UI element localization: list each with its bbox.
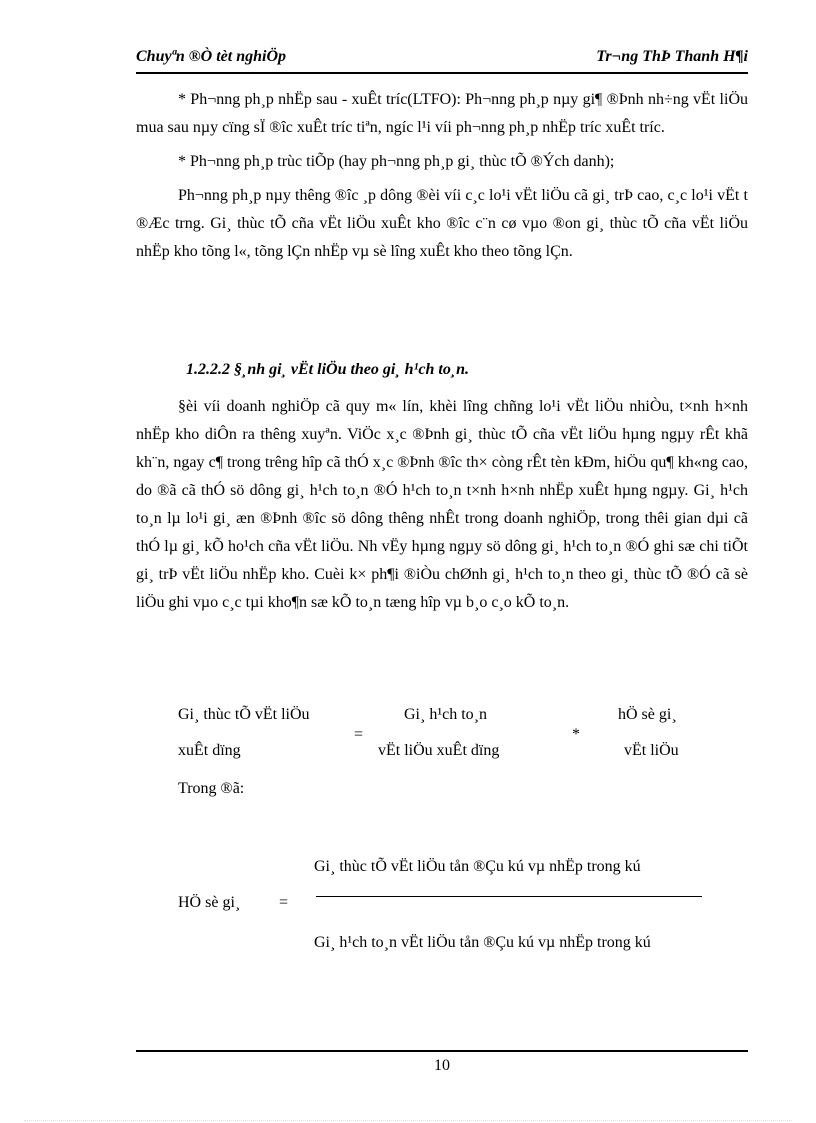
formula1-rhs-line2: vËt liÖu <box>624 742 679 759</box>
page-bottom-edge <box>24 1120 792 1121</box>
formula1-times: * <box>572 726 580 743</box>
paragraph-planned-price: §èi víi doanh nghiÖp cã quy m« lín, khèi lîng chñng lo¹i vËt liÖu nhiÒu, t×nh h×nh nhËp kho diÔn ra thêng xuyªn. ViÖc x¸c ®Þnh gi¸ thùc tÕ cña vËt liÖu hµng ngµy rÊt khã kh¨n, ngay c¶ trong trêng hîp cã thÓ x¸c ®Þnh ®îc th× còng rÊt tèn kÐm, hiÖu qu¶ kh«ng cao, do ®ã cã thÓ sö dông gi¸ h¹ch to¸n ®Ó h¹ch to¸n t×nh h×nh nhËp xuÊt hµng ngµy. Gi¸ h¹ch to¸n lµ lo¹i gi¸ æn ®Þnh ®îc sö dông thêng nhÊt trong doanh nghiÖp, trong thêi gian dµi cã thÓ lµ gi¸ kÕ ho¹ch cña vËt liÖu. Nh vËy hµng ngµy sö dông gi¸ h¹ch to¸n ®Ó ghi sæ chi tiÕt gi¸ trÞ vËt liÖu nhËp kho. Cuèi k× ph¶i ®iÒu chØnh gi¸ h¹ch to¸n theo gi¸ thùc tÕ ®Ó cã sè liÖu ghi vµo c¸c tµi kho¶n sæ kÕ to¸n tæng hîp vµ b¸o c¸o kÕ to¸n. <box>136 398 748 611</box>
formula1-equals: = <box>354 726 364 743</box>
header-rule <box>136 72 748 74</box>
formula2-fraction-rule <box>316 896 702 897</box>
header-topic: Chuyªn ®Ò tèt nghiÖp <box>136 48 287 65</box>
body-block-top <box>136 86 748 266</box>
formula1-lhs-line1: Gi¸ thùc tÕ vËt liÖu <box>178 706 310 723</box>
formula1-lhs-line2: xuÊt dïng <box>178 742 241 759</box>
paragraph-ltfo: * Ph¬nng ph¸p nhËp sau - xuÊt tríc(LTFO): Ph¬nng ph¸p nµy gi¶ ®Þnh nh÷ng vËt liÖu mua sau nµy cïng sÏ ®îc xuÊt tríc tiªn, ngíc l¹i víi ph¬nng ph¸p nhËp tríc xuÊt tríc. <box>136 91 748 136</box>
formula2-equals: = <box>279 894 289 911</box>
where-label: Trong ®ã: <box>178 780 245 797</box>
formula1-mid-line2: vËt liÖu xuÊt dïng <box>378 742 500 759</box>
footer-rule <box>136 1050 748 1052</box>
header-author: Tr¬ng ThÞ Thanh H¶i <box>596 48 748 65</box>
paragraph-direct-method-desc: Ph¬nng ph¸p nµy thêng ®îc ¸p dông ®èi víi c¸c lo¹i vËt liÖu cã gi¸ trÞ cao, c¸c lo¹i vËt t ®Æc trng. Gi¸ thùc tÕ cña vËt liÖu xuÊt kho ®îc c¨n cø vµo ®on gi¸ thùc tÕ cña vËt liÖu nhËp kho tõng l«, tõng lÇn nhËp vµ sè lîng xuÊt kho theo tõng lÇn. <box>136 187 748 260</box>
formula1-mid-line1: Gi¸ h¹ch to¸n <box>404 706 487 723</box>
section-heading: 1.2.2.2 §¸nh gi¸ vËt liÖu theo gi¸ h¹ch to¸n. <box>186 361 470 378</box>
formula2-numerator: Gi¸ thùc tÕ vËt liÖu tån ®Çu kú vµ nhËp trong kú <box>314 858 641 875</box>
paragraph-direct-method: * Ph¬nng ph¸p trùc tiÕp (hay ph¬nng ph¸p gi¸ thùc tÕ ®Ých danh); <box>178 153 615 170</box>
formula2-denominator: Gi¸ h¹ch to¸n vËt liÖu tån ®Çu kú vµ nhËp trong kú <box>314 934 651 951</box>
page-header <box>136 48 748 72</box>
formula2-label: HÖ sè gi¸ <box>178 894 241 911</box>
formula1-rhs-line1: hÖ sè gi¸ <box>618 706 677 723</box>
page-number: 10 <box>434 1057 450 1074</box>
body-block-mid <box>136 393 748 617</box>
